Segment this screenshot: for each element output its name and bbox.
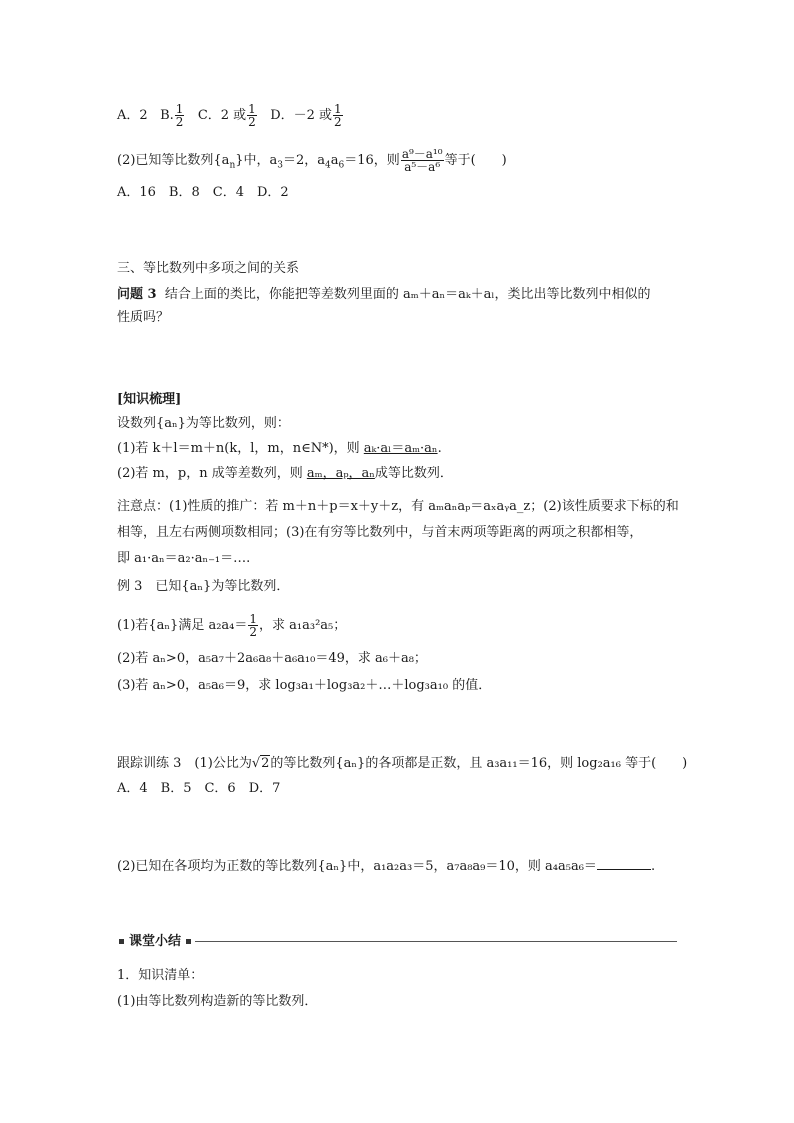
knowledge-intro: 设数列{aₙ}为等比数列，则： xyxy=(117,416,290,431)
section-title: 三、等比数列中多项之间的关系 xyxy=(117,261,300,276)
property-1: (1)若 k＋l＝m＋n(k，l，m，n∈N*)，则 aₖ·aₗ＝aₘ·aₙ. xyxy=(117,441,442,456)
sqrt-radicand: 2 xyxy=(261,756,270,771)
fraction-half: $\frac{1}{2}$ xyxy=(249,612,258,639)
summary-item-2: (1)由等比数列构造新的等比数列． xyxy=(117,994,318,1009)
fraction-half: $\frac{1}{2}$ xyxy=(248,102,256,129)
example-3-part-3: (3)若 aₙ>0，a₅a₆＝9，求 log₃a₁＋log₃a₂＋…＋log₃a₁₀ 的值． xyxy=(117,678,492,693)
example-3-part-1: (1)若{aₙ}满足 a₂a₄＝ $\frac{1}{2}$ ，求 a₁a₃²a₅； xyxy=(117,612,347,639)
question-2: (2)已知等比数列$\{a_n\}$中，$a_3=2$，$a_4a_6=16$，则 $\frac{\text{a⁹－a¹⁰}}{\text{a⁵－a⁶}}$ 等于( ) xyxy=(117,147,507,174)
fraction-half: $\frac{1}{2}$ xyxy=(175,102,184,129)
track-3-question-1: 跟踪训练 3 (1)公比为√2的等比数列{aₙ}的各项都是正数，且 a₃a₁₁＝16，则 log₂a₁₆ 等于( ) xyxy=(117,756,688,771)
choice-b-prefix: B. xyxy=(160,108,174,123)
example-3-title: 例 3 已知{aₙ}为等比数列． xyxy=(117,579,290,594)
knowledge-title: [知识梳理] xyxy=(117,392,182,407)
square-bullet-icon xyxy=(186,939,191,944)
divider xyxy=(195,941,677,942)
choice-d-prefix: D．－2 或 xyxy=(270,108,333,123)
track-3-question-2: (2)已知在各项均为正数的等比数列{aₙ}中，a₁a₂a₃＝5，a₇a₈a₉＝10，则 a₄a₅a₆＝ . xyxy=(117,859,656,874)
fraction-q2: $\frac{\text{a⁹－a¹⁰}}{\text{a⁵－a⁶}}$ xyxy=(401,147,443,174)
fraction-half: $\frac{1}{2}$ xyxy=(334,102,342,129)
answer-blank[interactable] xyxy=(597,857,651,870)
problem-label: 问题 3 xyxy=(117,287,157,302)
property-2: (2)若 m，p，n 成等差数列，则 aₘ，aₚ，aₙ成等比数列． xyxy=(117,466,453,481)
summary-label: 课堂小结 xyxy=(129,934,182,949)
track-3-choices: A．4 B．5 C．6 D．7 xyxy=(117,781,281,796)
choice-a: A．2 xyxy=(117,108,148,123)
choices-row-1 xyxy=(117,103,344,128)
problem-3-line-1: 问题 3 结合上面的类比，你能把等差数列里面的 aₘ＋aₙ＝aₖ＋aₗ，类比出等比数列中相似的 xyxy=(117,287,651,302)
note-line-2: 相等，且左右两侧项数相同；(3)在有穷等比数列中，与首末两项等距离的两项之积都相等， xyxy=(117,525,643,540)
summary-item-1: 1．知识清单： xyxy=(117,968,204,983)
note-line-3: 即 a₁·aₙ＝a₂·aₙ₋₁＝…. xyxy=(117,551,251,566)
note-line-1: 注意点：(1)性质的推广：若 m＋n＋p＝x＋y＋z，有 aₘaₙaₚ＝aₓaᵧa_z；(2)该性质要求下标的和 xyxy=(117,499,679,514)
example-3-part-2: (2)若 aₙ>0，a₅a₇＋2a₆a₈＋a₆a₁₀＝49，求 a₆＋a₈； xyxy=(117,651,427,666)
choices-row-2: A．16 B．8 C．4 D．2 xyxy=(117,185,289,200)
square-bullet-icon xyxy=(119,939,124,944)
summary-header xyxy=(117,934,677,950)
problem-3-line-2: 性质吗？ xyxy=(117,310,170,325)
choice-c-prefix: C．2 或 xyxy=(197,108,247,123)
